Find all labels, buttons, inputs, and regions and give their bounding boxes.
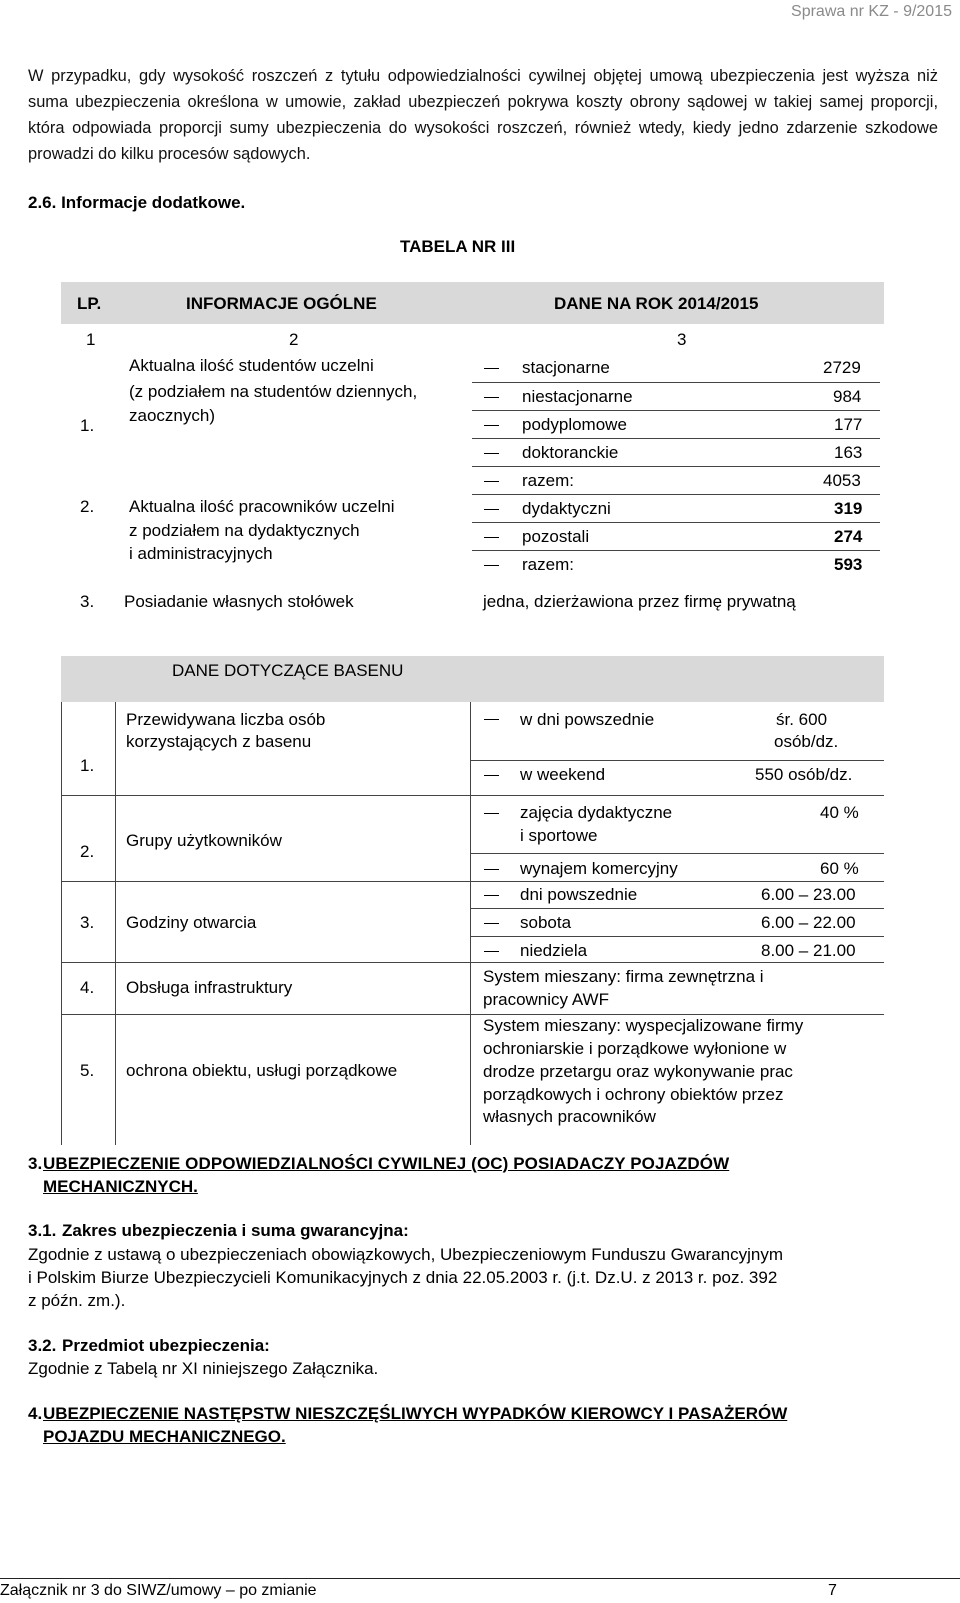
row-2-number: 2.: [80, 497, 95, 516]
section-3-1-text: z późn. zm.).: [28, 1291, 126, 1310]
row-3-value: jedna, dzierżawiona przez firmę prywatną: [483, 592, 796, 611]
col-number-1: 1: [86, 330, 96, 349]
section-3-1-title: Zakres ubezpieczenia i suma gwarancyjna:: [62, 1221, 409, 1240]
dash-icon: [484, 895, 499, 896]
row-divider: [472, 382, 880, 383]
row-2-item-value: 274: [834, 527, 863, 546]
row-divider: [61, 962, 884, 963]
section-3-1-text: Zgodnie z ustawą o ubezpieczeniach obowiązkowych, Ubezpieczeniowym Funduszu Gwarancyjnym: [28, 1245, 783, 1264]
pool-column-divider: [470, 702, 471, 1145]
pool-row-2-desc: Grupy użytkowników: [126, 831, 282, 850]
pool-row-5-value-line: drodze przetargu oraz wykonywanie prac: [483, 1062, 793, 1081]
pool-row-4-value-line: pracownicy AWF: [483, 990, 609, 1009]
section-3-number: 3.: [28, 1154, 43, 1173]
section-3-title-cont: MECHANICZNYCH.: [43, 1177, 198, 1196]
header-lp: LP.: [77, 294, 102, 313]
pool-row-2-item-label: i sportowe: [520, 826, 598, 845]
row-divider: [472, 522, 880, 523]
dash-icon: [484, 719, 499, 720]
pool-row-3-number: 3.: [80, 913, 95, 932]
pool-row-3-item-label: dni powszednie: [520, 885, 638, 904]
footer-divider: [0, 1578, 960, 1579]
pool-row-1-item-value: śr. 600: [776, 710, 828, 729]
row-1-item-value: 984: [833, 387, 862, 406]
section-3-2-title: Przedmiot ubezpieczenia:: [62, 1336, 270, 1355]
dash-icon: [484, 565, 499, 566]
row-divider: [472, 410, 880, 411]
section-3-title: UBEZPIECZENIE ODPOWIEDZIALNOŚCI CYWILNEJ (OC) POSIADACZY POJAZDÓW: [43, 1154, 730, 1173]
pool-row-3-item-value: 6.00 – 23.00: [761, 885, 856, 904]
pool-row-4-desc: Obsługa infrastruktury: [126, 978, 293, 997]
pool-row-3-item-value: 6.00 – 22.00: [761, 913, 856, 932]
pool-row-1-item-label: w dni powszednie: [520, 710, 655, 729]
row-1-item-value: 163: [834, 443, 863, 462]
col-number-2: 2: [289, 330, 299, 349]
row-1-item-value: 177: [834, 415, 863, 434]
row-1-item-value: 2729: [823, 358, 861, 377]
header-data: DANE NA ROK 2014/2015: [554, 294, 759, 313]
footer-left: Załącznik nr 3 do SIWZ/umowy – po zmianie: [0, 1582, 317, 1599]
pool-row-1-item-label: w weekend: [520, 765, 606, 784]
row-1-number: 1.: [80, 416, 95, 435]
pool-row-1-item-value: 550 osób/dz.: [755, 765, 853, 784]
dash-icon: [484, 509, 499, 510]
row-3-desc: Posiadanie własnych stołówek: [124, 592, 354, 611]
row-2-desc-line: i administracyjnych: [129, 544, 273, 563]
row-divider: [472, 550, 880, 551]
row-2-desc-line: Aktualna ilość pracowników uczelni: [129, 497, 395, 516]
table-header-band: [61, 282, 884, 324]
row-1-desc-line: (z podziałem na studentów dziennych,: [129, 382, 418, 401]
row-2-item-label: pozostali: [522, 527, 590, 546]
row-1-item-label: stacjonarne: [522, 358, 610, 377]
section-3-2-number: 3.2.: [28, 1336, 57, 1355]
row-1-item-label: doktoranckie: [522, 443, 619, 462]
row-divider: [472, 494, 880, 495]
dash-icon: [484, 923, 499, 924]
pool-row-1-desc-line: korzystających z basenu: [126, 732, 312, 751]
dash-icon: [484, 397, 499, 398]
pool-row-1-item-value: osób/dz.: [774, 732, 839, 751]
pool-row-2-item-value: 60 %: [820, 859, 859, 878]
pool-row-2-number: 2.: [80, 842, 95, 861]
dash-icon: [484, 951, 499, 952]
dash-icon: [484, 453, 499, 454]
row-2-item-value: 593: [834, 555, 863, 574]
row-2-item-label: dydaktyczni: [522, 499, 611, 518]
row-1-desc-line: zaocznych): [129, 406, 215, 425]
document-reference: Sprawa nr KZ - 9/2015: [791, 3, 952, 20]
dash-icon: [484, 869, 499, 870]
section-4-number: 4.: [28, 1404, 43, 1423]
row-divider: [61, 795, 884, 796]
page-number: 7: [828, 1582, 837, 1599]
pool-row-2-item-value: 40 %: [820, 803, 859, 822]
row-divider: [470, 908, 884, 909]
row-divider: [472, 438, 880, 439]
pool-header: DANE DOTYCZĄCE BASENU: [172, 661, 404, 680]
row-3-number: 3.: [80, 592, 95, 611]
pool-row-2-item-label: wynajem komercyjny: [520, 859, 678, 878]
row-1-item-value: 4053: [823, 471, 861, 490]
row-divider: [470, 936, 884, 937]
col-number-3: 3: [677, 330, 687, 349]
row-2-item-value: 319: [834, 499, 863, 518]
pool-row-2-item-label: zajęcia dydaktyczne: [520, 803, 673, 822]
section-3-2-text: Zgodnie z Tabelą nr XI niniejszego Załącznika.: [28, 1359, 379, 1378]
pool-row-1-desc-line: Przewidywana liczba osób: [126, 710, 326, 729]
pool-row-5-number: 5.: [80, 1061, 95, 1080]
dash-icon: [484, 481, 499, 482]
pool-row-1-number: 1.: [80, 756, 95, 775]
dash-icon: [484, 537, 499, 538]
row-divider: [472, 466, 880, 467]
pool-row-5-value-line: własnych pracowników: [483, 1107, 656, 1126]
pool-row-5-value-line: System mieszany: wyspecjalizowane firmy: [483, 1016, 804, 1035]
pool-row-5-desc: ochrona obiektu, usługi porządkowe: [126, 1061, 398, 1080]
pool-row-3-item-label: niedziela: [520, 941, 588, 960]
row-1-item-label: razem:: [522, 471, 574, 490]
section-2-6-heading: 2.6. Informacje dodatkowe.: [28, 193, 246, 212]
row-divider: [61, 881, 884, 882]
section-4-title: UBEZPIECZENIE NASTĘPSTW NIESZCZĘŚLIWYCH WYPADKÓW KIEROWCY I PASAŻERÓW: [43, 1404, 788, 1423]
row-divider: [470, 853, 884, 854]
row-divider: [470, 760, 884, 761]
row-2-desc-line: z podziałem na dydaktycznych: [129, 521, 360, 540]
dash-icon: [484, 813, 499, 814]
row-1-item-label: podyplomowe: [522, 415, 627, 434]
section-3-1-text: i Polskim Biurze Ubezpieczycieli Komunikacyjnych z dnia 22.05.2003 r. (j.t. Dz.U. z 2013 r. poz. 392: [28, 1268, 778, 1287]
row-1-item-label: niestacjonarne: [522, 387, 633, 406]
pool-row-3-item-label: sobota: [520, 913, 572, 932]
pool-left-border: [61, 702, 62, 1145]
table-title: TABELA NR III: [400, 237, 516, 256]
dash-icon: [484, 775, 499, 776]
pool-row-5-value-line: ochroniarskie i porządkowe wyłonione w: [483, 1039, 787, 1058]
row-divider: [61, 1014, 884, 1015]
header-info: INFORMACJE OGÓLNE: [186, 294, 377, 313]
section-3-1-number: 3.1.: [28, 1221, 57, 1240]
dash-icon: [484, 368, 499, 369]
pool-row-3-desc: Godziny otwarcia: [126, 913, 257, 932]
dash-icon: [484, 425, 499, 426]
row-1-desc-line: Aktualna ilość studentów uczelni: [129, 356, 374, 375]
pool-row-5-value-line: porządkowych i ochrony obiektów przez: [483, 1085, 784, 1104]
pool-row-3-item-value: 8.00 – 21.00: [761, 941, 856, 960]
row-2-item-label: razem:: [522, 555, 574, 574]
section-4-title-cont: POJAZDU MECHANICZNEGO.: [43, 1427, 286, 1446]
pool-row-4-number: 4.: [80, 978, 95, 997]
intro-paragraph: W przypadku, gdy wysokość roszczeń z tytułu odpowiedzialności cywilnej objętej umową ubezpieczenia jest wyższa niż suma ubezpieczenia określona w umowie, zakład ubezpieczeń pokrywa koszty obrony sądowej w takiej samej proporcji, która odpowiada proporcji sumy ubezpieczenia do wysokości roszczeń, również wtedy, kiedy jedno zdarzenie szkodowe prowadzi do kilku procesów sądowych.: [28, 67, 938, 163]
pool-row-4-value-line: System mieszany: firma zewnętrzna i: [483, 967, 764, 986]
pool-column-divider: [115, 702, 116, 1145]
